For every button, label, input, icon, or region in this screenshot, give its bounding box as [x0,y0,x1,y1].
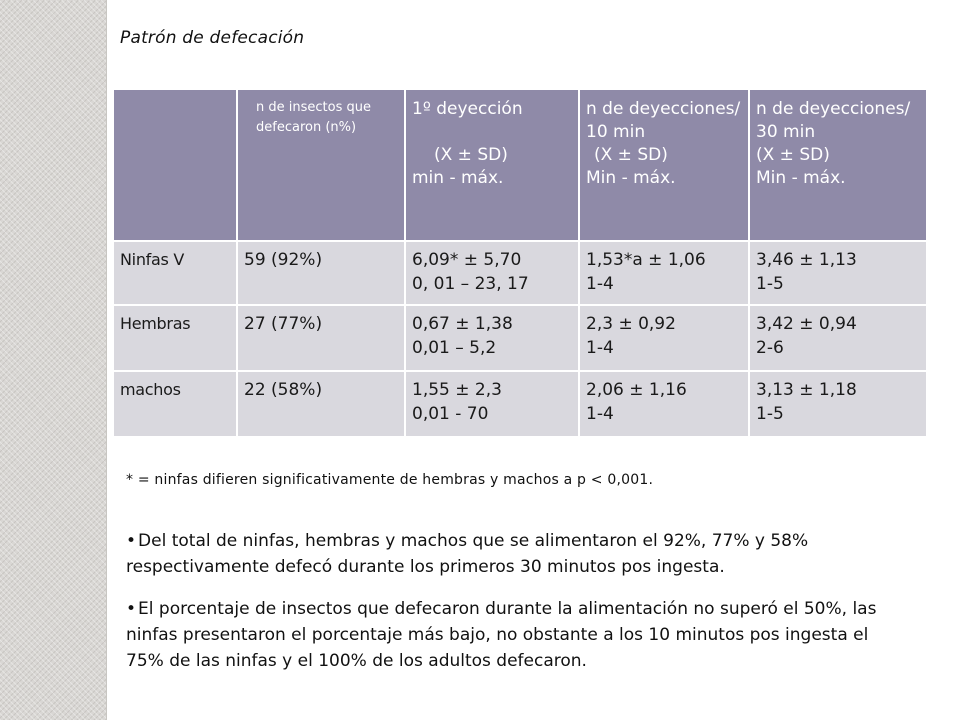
table-row [113,305,927,371]
row-d30-range: 1-5 [756,404,784,424]
row-first-range: 0,01 - 70 [412,404,489,424]
row-d10-mean: 1,53*a ± 1,06 [586,250,706,270]
decorative-sidebar [0,0,107,720]
row-first-cell [405,305,579,371]
row-label: machos [120,380,181,399]
row-d30-cell [749,241,927,305]
row-d10-cell [579,241,749,305]
bullet-list [126,528,896,690]
row-first-cell [405,371,579,437]
bullet-glyph: • [126,599,137,619]
row-n: 59 (92%) [244,250,323,270]
header-deyecciones-30 [749,89,927,241]
bullet-glyph: • [126,531,137,551]
row-d30-range: 1-5 [756,274,784,294]
row-label-cell [113,371,237,437]
header-n-insectos-text: n de insectos que defecaron (n%) [256,100,371,135]
header-deyecciones-10 [579,89,749,241]
bullet-text: Del total de ninfas, hembras y machos que se alimentaron el 92%, 77% y 58% respectivamente defecó durante los primeros 30 minutos pos ingesta. [126,531,809,577]
row-first-mean: 6,09* ± 5,70 [412,250,522,270]
row-label: Ninfas V [120,250,184,269]
row-d30-cell [749,305,927,371]
header-empty [113,89,237,241]
row-n: 27 (77%) [244,314,323,334]
bullet-item [126,596,896,674]
row-d30-cell [749,371,927,437]
row-d10-range: 1-4 [586,274,614,294]
row-first-range: 0,01 – 5,2 [412,338,497,358]
header-primera-deyeccion [405,89,579,241]
row-first-mean: 0,67 ± 1,38 [412,314,513,334]
row-d10-mean: 2,3 ± 0,92 [586,314,676,334]
row-d10-cell [579,371,749,437]
row-d30-mean: 3,42 ± 0,94 [756,314,857,334]
row-n-cell [237,241,405,305]
table-row [113,241,927,305]
bullet-item [126,528,896,580]
footnote: * = ninfas difieren significativamente de hembras y machos a p < 0,001. [126,472,654,488]
row-first-mean: 1,55 ± 2,3 [412,380,502,400]
row-first-cell [405,241,579,305]
row-label-cell [113,241,237,305]
row-n-cell [237,305,405,371]
table-row [113,371,927,437]
header-d10-line-1: n de deyecciones/ 10 min [586,99,741,142]
header-n-insectos [237,89,405,241]
bullet-text: El porcentaje de insectos que defecaron durante la alimentación no superó el 50%, las ninfas presentaron el porcentaje más bajo, no obstante a los 10 minutos pos ingesta el 75% de las ninfas y el 100% de los adultos defecaron. [126,599,877,671]
header-primera-spacer [412,121,572,144]
row-label-cell [113,305,237,371]
row-d10-range: 1-4 [586,404,614,424]
header-primera-line-1: 1º deyección [412,99,523,119]
header-primera-line-2: (X ± SD) [434,145,508,165]
row-d10-mean: 2,06 ± 1,16 [586,380,687,400]
header-d30-line-2: (X ± SD) [756,145,830,165]
header-d10-line-3: Min - máx. [586,168,676,188]
header-d10-line-2: (X ± SD) [594,145,668,165]
row-d30-mean: 3,13 ± 1,18 [756,380,857,400]
table-header-row [113,89,927,241]
slide-title: Patrón de defecación [120,28,305,48]
row-d10-range: 1-4 [586,338,614,358]
row-first-range: 0, 01 – 23, 17 [412,274,529,294]
row-label: Hembras [120,314,191,333]
row-d30-mean: 3,46 ± 1,13 [756,250,857,270]
row-d30-range: 2-6 [756,338,784,358]
header-d30-line-3: Min - máx. [756,168,846,188]
row-d10-cell [579,305,749,371]
row-n-cell [237,371,405,437]
data-table [112,88,928,438]
header-primera-line-3: min - máx. [412,168,504,188]
header-d30-line-1: n de deyecciones/ 30 min [756,99,911,142]
row-n: 22 (58%) [244,380,323,400]
